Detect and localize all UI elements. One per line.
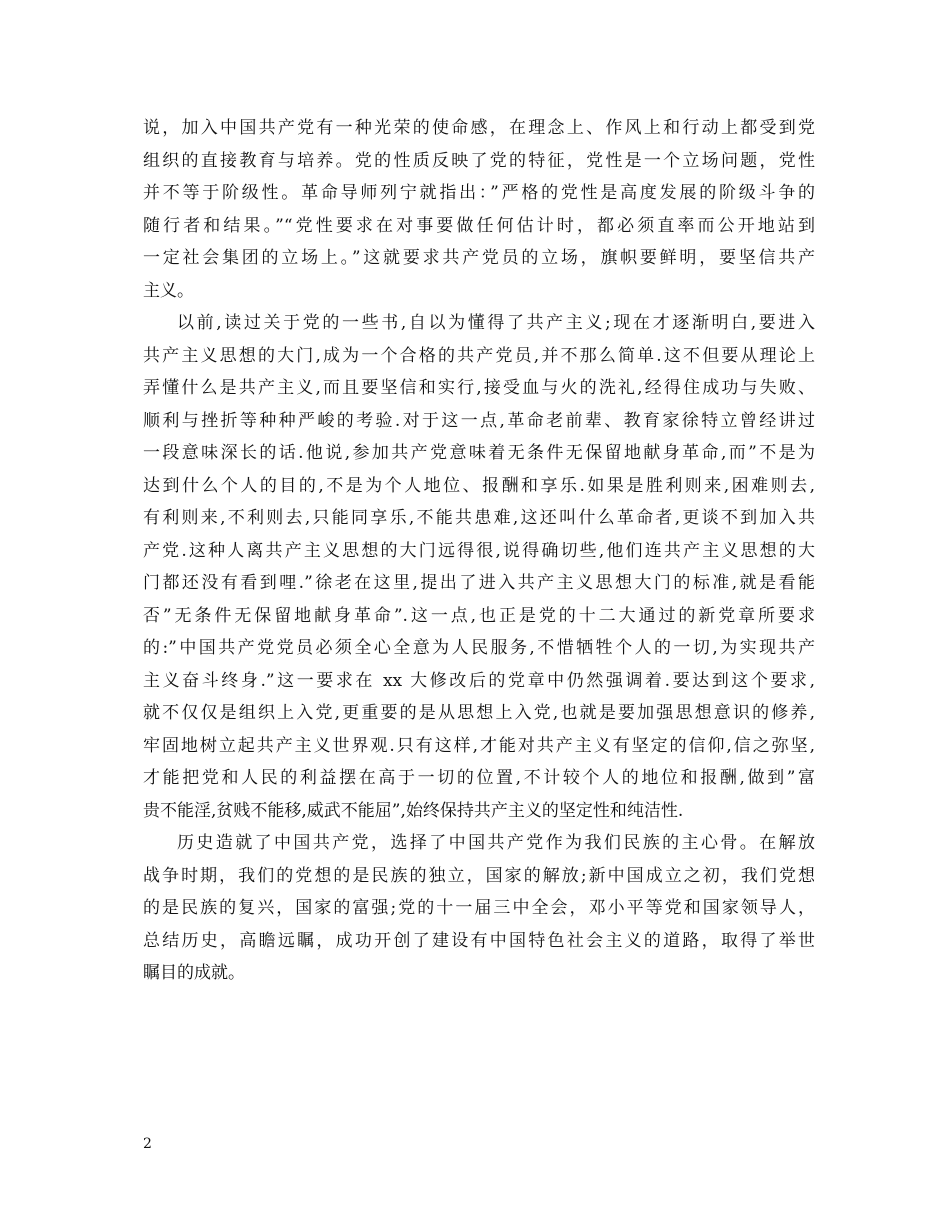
text-line: 贵不能淫,贫贱不能移,威武不能屈”,始终保持共产主义的坚定性和纯洁性. xyxy=(143,800,684,821)
text-line: 就不仅仅是组织上入党,更重要的是从思想上入党,也就是要加强思想意识的修养, xyxy=(143,703,815,723)
text-line: 并不等于阶级性。革命导师列宁就指出：”严格的党性是高度发展的阶级斗争的 xyxy=(143,183,815,203)
text-line: 产党.这种人离共产主义思想的大门远得很,说得确切些,他们连共产主义思想的大 xyxy=(143,540,815,561)
text-line: 有利则来,不利则去,只能同享乐,不能共患难,这还叫什么革命者,更谈不到加入共 xyxy=(143,508,815,528)
text-line: 历史造就了中国共产党，选择了中国共产党作为我们民族的主心骨。在解放 xyxy=(177,833,815,853)
text-line: 达到什么个人的目的,不是为个人地位、报酬和享乐.如果是胜利则来,困难则去, xyxy=(143,475,815,496)
text-line: 共产主义思想的大门,成为一个合格的共产党员,并不那么简单.这不但要从理论上 xyxy=(143,345,815,366)
text-line: 一段意味深长的话.他说,参加共产党意味着无条件无保留地献身革命,而”不是为 xyxy=(143,443,815,463)
text-line: 以前,读过关于党的一些书,自以为懂得了共产主义;现在才逐渐明白,要进入 xyxy=(177,313,815,333)
text-line: 门都还没有看到哩.”徐老在这里,提出了进入共产主义思想大门的标准,就是看能 xyxy=(143,573,815,593)
text-line: 组织的直接教育与培养。党的性质反映了党的特征，党性是一个立场问题，党性 xyxy=(143,150,815,171)
document-body xyxy=(143,112,815,990)
text-line: 的:”中国共产党党员必须全心全意为人民服务,不惜牺牲个人的一切,为实现共产 xyxy=(143,638,815,658)
page-number: 2 xyxy=(143,1136,152,1152)
text-line: 总结历史，高瞻远瞩，成功开创了建设有中国特色社会主义的道路，取得了举世 xyxy=(143,930,815,951)
text-line: 牢固地树立起共产主义世界观.只有这样,才能对共产主义有坚定的信仰,信之弥坚, xyxy=(143,735,815,756)
text-line: 说，加入中国共产党有一种光荣的使命感，在理念上、作风上和行动上都受到党 xyxy=(143,118,815,138)
text-line: 否”无条件无保留地献身革命”.这一点,也正是党的十二大通过的新党章所要求 xyxy=(143,605,815,626)
text-line: 战争时期，我们的党想的是民族的独立，国家的解放;新中国成立之初，我们党想 xyxy=(143,865,815,886)
text-line: 一定社会集团的立场上。”这就要求共产党员的立场，旗帜要鲜明，要坚信共产 xyxy=(143,248,815,268)
text-line: 随行者和结果。”“党性要求在对事要做任何估计时，都必须直率而公开地站到 xyxy=(143,215,815,236)
text-line: 的是民族的复兴，国家的富强;党的十一届三中全会，邓小平等党和国家领导人， xyxy=(143,898,815,918)
text-line: 主义。 xyxy=(143,280,194,301)
text-line: 顺利与挫折等种种严峻的考验.对于这一点,革命老前辈、教育家徐特立曾经讲过 xyxy=(143,410,815,431)
text-line: 瞩目的成就。 xyxy=(143,963,245,983)
text-line: 弄懂什么是共产主义,而且要坚信和实行,接受血与火的洗礼,经得住成功与失败、 xyxy=(143,378,815,398)
text-line: 才能把党和人民的利益摆在高于一切的位置,不计较个人的地位和报酬,做到”富 xyxy=(143,768,815,788)
text-line: 主义奋斗终身.”这一要求在 xx 大修改后的党章中仍然强调着.要达到这个要求, xyxy=(143,670,815,691)
